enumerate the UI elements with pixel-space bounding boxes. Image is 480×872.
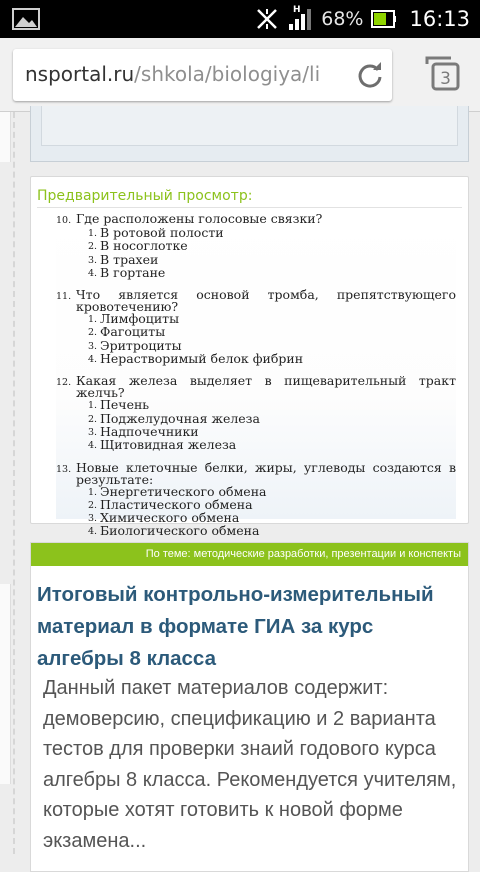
question-text: Где расположены голосовые связки? [76,211,323,226]
battery-percent: 68% [321,8,364,30]
url-path: /shkola/biologiya/li [134,62,321,86]
preview-panel [30,176,469,539]
option-text: Пластического обмена [100,496,253,512]
answer-option [88,525,456,538]
option-number: 2. [88,241,98,253]
option-text: Поджелудочная железа [100,410,260,426]
option-text: Лимфоциты [100,311,180,327]
answer-option [88,264,456,280]
option-number: 1. [88,314,98,326]
mute-icon [255,7,279,31]
web-page[interactable] [0,112,480,854]
answer-option [88,353,456,366]
browser-toolbar [0,38,480,112]
question-number: 10. [56,215,72,226]
option-number: 2. [88,413,98,425]
answer-option [88,439,456,452]
option-text: Надпочечники [100,423,199,439]
reload-icon[interactable] [356,61,384,89]
option-number: 2. [88,327,98,339]
question-text-row [56,375,456,399]
side-panel [0,584,11,784]
question-item [56,289,456,366]
option-text: В носоглотке [100,238,188,254]
question-item [56,459,456,539]
option-number: 4. [88,526,98,538]
option-number: 1. [88,400,98,412]
option-text: Нерастворимый белок фибрин [100,351,304,367]
related-card[interactable] [30,542,469,872]
question-text-row [56,459,456,487]
url-host: nsportal.ru [25,62,135,86]
option-number: 1. [88,486,98,498]
question-number: 13. [56,463,72,475]
side-panel [0,112,11,162]
question-text: Новые клеточные белки, жиры, углеводы создаются в результате: [76,459,456,487]
signal-icon [287,7,313,31]
related-description: Данный пакет материалов содержит: демоверсию, спецификацию и 2 варианта тестов для проверки знаий годового курса алгебры 8 класса. Рекомендуется учителям, которые хотят готовить к новой форме экзамена... [43,677,457,852]
question-text-row [56,289,456,313]
option-text: Эритроциты [100,337,182,353]
question-number: 11. [56,291,72,303]
question-text: Что является основой тромба, препятствующего кровотечению? [76,287,456,315]
divider [13,112,15,854]
question-item [56,375,456,452]
question-item [56,213,456,280]
option-number: 3. [88,513,98,525]
battery-icon [371,9,397,29]
gallery-icon [12,8,40,30]
option-text: Химического обмена [100,510,240,526]
preview-title: Предварительный просмотр: [37,188,253,204]
option-number: 1. [88,228,98,239]
tab-count: 3 [440,69,451,89]
address-bar[interactable] [13,49,392,101]
answer-options [88,313,456,366]
answer-options [88,483,456,539]
option-number: 2. [88,499,98,511]
related-header: По теме: методические разработки, презентации и конспекты [31,543,468,566]
divider [37,207,462,208]
clock: 16:13 [409,7,470,31]
tabs-button[interactable] [423,54,463,94]
question-number: 12. [56,377,72,389]
option-text: В гортане [100,264,166,280]
option-text: Биологического обмена [100,523,260,539]
document-preview[interactable] [56,211,456,539]
option-number: 3. [88,254,98,266]
option-number: 3. [88,340,98,352]
option-number: 3. [88,426,98,438]
option-text: В трахеи [100,251,159,267]
status-bar [0,0,480,38]
related-title-link[interactable]: Итоговый контрольно-измерительный материал в формате ГИА за курс алгебры 8 класса [37,583,434,670]
option-text: В ротовой полости [100,225,224,240]
option-text: Энергетического обмена [100,483,267,499]
question-text: Какая железа выделяет в пищеварительный тракт желчь? [76,373,456,401]
option-number: 4. [88,354,98,366]
content-card [30,106,469,162]
answer-options [88,399,456,452]
option-text: Фагоциты [100,324,166,340]
option-number: 4. [88,267,98,279]
content-card-inner [41,106,458,146]
option-text: Печень [100,397,150,413]
option-number: 4. [88,440,98,452]
network-type: H [293,5,301,15]
option-text: Щитовидная железа [100,437,237,453]
url-text[interactable] [25,62,351,86]
answer-options [88,227,456,280]
